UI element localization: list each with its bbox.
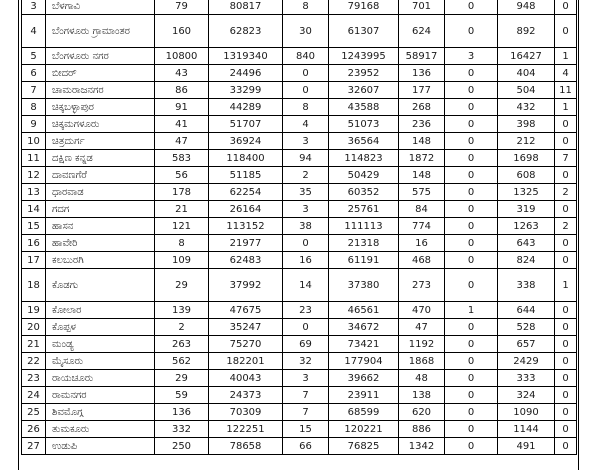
value-cell-8: 0	[555, 387, 577, 404]
value-cell-1: 86	[155, 82, 209, 99]
value-cell-8: 0	[555, 116, 577, 133]
value-cell-6: 0	[445, 421, 498, 438]
district-name-cell: ಚಿಕ್ಕಬಳ್ಳಾಪುರ	[46, 99, 155, 116]
value-cell-8: 0	[555, 438, 577, 455]
serial-number-cell: 25	[22, 404, 46, 421]
serial-number-cell: 21	[22, 336, 46, 353]
table-row	[22, 336, 577, 353]
serial-number-cell: 19	[22, 302, 46, 319]
value-cell-6: 0	[445, 387, 498, 404]
value-cell-6: 3	[445, 48, 498, 65]
table-row	[22, 235, 577, 252]
serial-number-cell: 23	[22, 370, 46, 387]
table-row	[22, 116, 577, 133]
value-cell-8: 0	[555, 404, 577, 421]
value-cell-8: 0	[555, 167, 577, 184]
serial-number-cell: 11	[22, 150, 46, 167]
value-cell-3: 94	[283, 150, 329, 167]
value-cell-7: 398	[498, 116, 555, 133]
value-cell-2: 62823	[209, 15, 283, 48]
district-name-cell: ಉಡುಪಿ	[46, 438, 155, 455]
value-cell-6: 0	[445, 150, 498, 167]
value-cell-8: 2	[555, 184, 577, 201]
value-cell-8: 11	[555, 82, 577, 99]
value-cell-7: 1090	[498, 404, 555, 421]
value-cell-1: 8	[155, 235, 209, 252]
value-cell-7: 338	[498, 269, 555, 302]
value-cell-6: 0	[445, 218, 498, 235]
value-cell-5: 1868	[399, 353, 445, 370]
value-cell-2: 40043	[209, 370, 283, 387]
table-row	[22, 404, 577, 421]
serial-number-cell: 15	[22, 218, 46, 235]
value-cell-5: 236	[399, 116, 445, 133]
value-cell-1: 59	[155, 387, 209, 404]
serial-number-cell: 6	[22, 65, 46, 82]
value-cell-4: 177904	[329, 353, 399, 370]
value-cell-5: 470	[399, 302, 445, 319]
value-cell-1: 21	[155, 201, 209, 218]
value-cell-4: 1243995	[329, 48, 399, 65]
value-cell-6: 0	[445, 82, 498, 99]
value-cell-7: 404	[498, 65, 555, 82]
value-cell-1: 263	[155, 336, 209, 353]
value-cell-2: 26164	[209, 201, 283, 218]
value-cell-8: 1	[555, 269, 577, 302]
value-cell-7: 644	[498, 302, 555, 319]
value-cell-3: 38	[283, 218, 329, 235]
value-cell-4: 46561	[329, 302, 399, 319]
district-name-cell: ಕೊಪ್ಪಳ	[46, 319, 155, 336]
value-cell-2: 78658	[209, 438, 283, 455]
value-cell-3: 0	[283, 235, 329, 252]
value-cell-4: 50429	[329, 167, 399, 184]
value-cell-3: 3	[283, 370, 329, 387]
value-cell-5: 48	[399, 370, 445, 387]
value-cell-5: 84	[399, 201, 445, 218]
district-name-cell: ಧಾರವಾಡ	[46, 184, 155, 201]
value-cell-8: 0	[555, 336, 577, 353]
value-cell-6: 0	[445, 235, 498, 252]
table-row	[22, 133, 577, 150]
value-cell-3: 2	[283, 167, 329, 184]
serial-number-cell: 20	[22, 319, 46, 336]
value-cell-3: 3	[283, 201, 329, 218]
table-row	[22, 65, 577, 82]
value-cell-3: 840	[283, 48, 329, 65]
table-row	[22, 0, 577, 15]
serial-number-cell: 3	[22, 0, 46, 15]
value-cell-2: 118400	[209, 150, 283, 167]
serial-number-cell: 18	[22, 269, 46, 302]
table-row	[22, 218, 577, 235]
value-cell-3: 0	[283, 82, 329, 99]
value-cell-2: 24496	[209, 65, 283, 82]
value-cell-3: 7	[283, 404, 329, 421]
value-cell-3: 14	[283, 269, 329, 302]
value-cell-1: 160	[155, 15, 209, 48]
district-name-cell: ಬೀದರ್	[46, 65, 155, 82]
value-cell-7: 212	[498, 133, 555, 150]
table-row	[22, 302, 577, 319]
value-cell-5: 701	[399, 0, 445, 15]
table-row	[22, 387, 577, 404]
value-cell-8: 0	[555, 15, 577, 48]
value-cell-3: 7	[283, 387, 329, 404]
district-name-cell: ದಕ್ಷಿಣ ಕನ್ನಡ	[46, 150, 155, 167]
value-cell-6: 0	[445, 252, 498, 269]
value-cell-4: 23952	[329, 65, 399, 82]
value-cell-8: 0	[555, 252, 577, 269]
value-cell-2: 51185	[209, 167, 283, 184]
value-cell-4: 36564	[329, 133, 399, 150]
value-cell-3: 32	[283, 353, 329, 370]
district-name-cell: ಮೈಸೂರು	[46, 353, 155, 370]
page-border-right	[578, 0, 579, 470]
table-row	[22, 201, 577, 218]
value-cell-2: 182201	[209, 353, 283, 370]
value-cell-6: 0	[445, 133, 498, 150]
serial-number-cell: 24	[22, 387, 46, 404]
serial-number-cell: 10	[22, 133, 46, 150]
value-cell-2: 36924	[209, 133, 283, 150]
value-cell-6: 0	[445, 0, 498, 15]
value-cell-5: 1872	[399, 150, 445, 167]
table-row	[22, 319, 577, 336]
value-cell-2: 70309	[209, 404, 283, 421]
value-cell-2: 1319340	[209, 48, 283, 65]
table-row	[22, 150, 577, 167]
value-cell-5: 1342	[399, 438, 445, 455]
value-cell-2: 51707	[209, 116, 283, 133]
value-cell-7: 608	[498, 167, 555, 184]
value-cell-3: 8	[283, 0, 329, 15]
serial-number-cell: 22	[22, 353, 46, 370]
value-cell-5: 58917	[399, 48, 445, 65]
value-cell-5: 273	[399, 269, 445, 302]
value-cell-5: 136	[399, 65, 445, 82]
value-cell-3: 15	[283, 421, 329, 438]
value-cell-3: 0	[283, 65, 329, 82]
value-cell-8: 4	[555, 65, 577, 82]
value-cell-7: 333	[498, 370, 555, 387]
serial-number-cell: 27	[22, 438, 46, 455]
value-cell-1: 91	[155, 99, 209, 116]
value-cell-8: 0	[555, 353, 577, 370]
value-cell-7: 1144	[498, 421, 555, 438]
table-row	[22, 82, 577, 99]
value-cell-1: 79	[155, 0, 209, 15]
value-cell-6: 0	[445, 15, 498, 48]
table-row	[22, 252, 577, 269]
value-cell-8: 0	[555, 370, 577, 387]
value-cell-2: 113152	[209, 218, 283, 235]
value-cell-7: 319	[498, 201, 555, 218]
value-cell-4: 21318	[329, 235, 399, 252]
value-cell-1: 139	[155, 302, 209, 319]
table-row	[22, 269, 577, 302]
value-cell-6: 0	[445, 353, 498, 370]
serial-number-cell: 5	[22, 48, 46, 65]
value-cell-4: 73421	[329, 336, 399, 353]
value-cell-8: 0	[555, 302, 577, 319]
value-cell-3: 16	[283, 252, 329, 269]
value-cell-3: 35	[283, 184, 329, 201]
table-row	[22, 99, 577, 116]
value-cell-8: 0	[555, 421, 577, 438]
value-cell-5: 620	[399, 404, 445, 421]
value-cell-4: 76825	[329, 438, 399, 455]
district-name-cell: ರಾಯಚೂರು	[46, 370, 155, 387]
value-cell-4: 51073	[329, 116, 399, 133]
value-cell-5: 268	[399, 99, 445, 116]
value-cell-4: 34672	[329, 319, 399, 336]
district-name-cell: ಕಲಬುರಗಿ	[46, 252, 155, 269]
value-cell-2: 35247	[209, 319, 283, 336]
value-cell-4: 79168	[329, 0, 399, 15]
value-cell-7: 892	[498, 15, 555, 48]
value-cell-8: 2	[555, 218, 577, 235]
value-cell-6: 1	[445, 302, 498, 319]
value-cell-5: 886	[399, 421, 445, 438]
district-name-cell: ಕೋಲಾರ	[46, 302, 155, 319]
table-row	[22, 48, 577, 65]
value-cell-7: 657	[498, 336, 555, 353]
value-cell-7: 491	[498, 438, 555, 455]
table-row	[22, 370, 577, 387]
value-cell-2: 33299	[209, 82, 283, 99]
value-cell-1: 250	[155, 438, 209, 455]
value-cell-1: 29	[155, 269, 209, 302]
value-cell-2: 62254	[209, 184, 283, 201]
value-cell-6: 0	[445, 319, 498, 336]
serial-number-cell: 14	[22, 201, 46, 218]
value-cell-4: 68599	[329, 404, 399, 421]
serial-number-cell: 16	[22, 235, 46, 252]
value-cell-4: 120221	[329, 421, 399, 438]
serial-number-cell: 26	[22, 421, 46, 438]
value-cell-8: 0	[555, 319, 577, 336]
value-cell-8: 0	[555, 201, 577, 218]
value-cell-8: 1	[555, 48, 577, 65]
district-name-cell: ಗದಗ	[46, 201, 155, 218]
value-cell-5: 624	[399, 15, 445, 48]
value-cell-6: 0	[445, 65, 498, 82]
value-cell-3: 0	[283, 319, 329, 336]
value-cell-4: 114823	[329, 150, 399, 167]
value-cell-6: 0	[445, 167, 498, 184]
table-row	[22, 184, 577, 201]
table-body	[22, 0, 577, 455]
value-cell-6: 0	[445, 404, 498, 421]
page-border-left	[18, 0, 19, 470]
value-cell-8: 0	[555, 0, 577, 15]
district-name-cell: ಹಾಸನ	[46, 218, 155, 235]
table-row	[22, 353, 577, 370]
district-name-cell: ತುಮಕೂರು	[46, 421, 155, 438]
value-cell-2: 21977	[209, 235, 283, 252]
value-cell-4: 23911	[329, 387, 399, 404]
value-cell-1: 56	[155, 167, 209, 184]
value-cell-1: 109	[155, 252, 209, 269]
value-cell-5: 16	[399, 235, 445, 252]
value-cell-2: 47675	[209, 302, 283, 319]
value-cell-8: 1	[555, 99, 577, 116]
value-cell-6: 0	[445, 269, 498, 302]
district-name-cell: ಹಾವೇರಿ	[46, 235, 155, 252]
value-cell-2: 44289	[209, 99, 283, 116]
value-cell-1: 562	[155, 353, 209, 370]
value-cell-8: 0	[555, 235, 577, 252]
value-cell-4: 43588	[329, 99, 399, 116]
value-cell-3: 8	[283, 99, 329, 116]
value-cell-4: 60352	[329, 184, 399, 201]
district-name-cell: ಬೆಂಗಳೂರು ನಗರ	[46, 48, 155, 65]
serial-number-cell: 13	[22, 184, 46, 201]
value-cell-7: 824	[498, 252, 555, 269]
value-cell-4: 37380	[329, 269, 399, 302]
district-name-cell: ಬೆಂಗಳೂರು ಗ್ರಾಮಾಂತರ	[46, 15, 155, 48]
value-cell-3: 4	[283, 116, 329, 133]
value-cell-7: 1698	[498, 150, 555, 167]
value-cell-7: 324	[498, 387, 555, 404]
district-name-cell: ಶಿವಮೊಗ್ಗ	[46, 404, 155, 421]
value-cell-7: 504	[498, 82, 555, 99]
value-cell-1: 29	[155, 370, 209, 387]
value-cell-1: 583	[155, 150, 209, 167]
value-cell-6: 0	[445, 201, 498, 218]
value-cell-1: 10800	[155, 48, 209, 65]
value-cell-2: 62483	[209, 252, 283, 269]
value-cell-3: 66	[283, 438, 329, 455]
value-cell-4: 39662	[329, 370, 399, 387]
value-cell-6: 0	[445, 184, 498, 201]
value-cell-7: 528	[498, 319, 555, 336]
serial-number-cell: 12	[22, 167, 46, 184]
district-name-cell: ರಾಮನಗರ	[46, 387, 155, 404]
table-row	[22, 421, 577, 438]
value-cell-7: 643	[498, 235, 555, 252]
serial-number-cell: 17	[22, 252, 46, 269]
table-row	[22, 167, 577, 184]
value-cell-6: 0	[445, 438, 498, 455]
table-row	[22, 15, 577, 48]
value-cell-2: 122251	[209, 421, 283, 438]
value-cell-2: 80817	[209, 0, 283, 15]
value-cell-5: 148	[399, 133, 445, 150]
district-name-cell: ಕೊಡಗು	[46, 269, 155, 302]
value-cell-1: 47	[155, 133, 209, 150]
value-cell-4: 25761	[329, 201, 399, 218]
value-cell-6: 0	[445, 99, 498, 116]
district-name-cell: ಚಾಮರಾಜನಗರ	[46, 82, 155, 99]
value-cell-5: 148	[399, 167, 445, 184]
value-cell-2: 24373	[209, 387, 283, 404]
value-cell-5: 774	[399, 218, 445, 235]
value-cell-7: 1325	[498, 184, 555, 201]
district-name-cell: ಚಿತ್ರದುರ್ಗ	[46, 133, 155, 150]
table-row	[22, 438, 577, 455]
value-cell-2: 37992	[209, 269, 283, 302]
value-cell-7: 2429	[498, 353, 555, 370]
value-cell-1: 178	[155, 184, 209, 201]
value-cell-3: 23	[283, 302, 329, 319]
value-cell-4: 111113	[329, 218, 399, 235]
value-cell-6: 0	[445, 116, 498, 133]
serial-number-cell: 4	[22, 15, 46, 48]
serial-number-cell: 8	[22, 99, 46, 116]
value-cell-3: 3	[283, 133, 329, 150]
value-cell-1: 121	[155, 218, 209, 235]
value-cell-6: 0	[445, 336, 498, 353]
value-cell-3: 30	[283, 15, 329, 48]
value-cell-8: 7	[555, 150, 577, 167]
value-cell-5: 177	[399, 82, 445, 99]
district-name-cell: ಮಂಡ್ಯ	[46, 336, 155, 353]
value-cell-7: 432	[498, 99, 555, 116]
value-cell-2: 75270	[209, 336, 283, 353]
value-cell-1: 136	[155, 404, 209, 421]
district-data-table	[21, 0, 577, 455]
value-cell-5: 138	[399, 387, 445, 404]
value-cell-1: 43	[155, 65, 209, 82]
value-cell-4: 32607	[329, 82, 399, 99]
value-cell-5: 1192	[399, 336, 445, 353]
value-cell-7: 948	[498, 0, 555, 15]
value-cell-1: 332	[155, 421, 209, 438]
district-name-cell: ದಾವಣಗೆರೆ	[46, 167, 155, 184]
value-cell-6: 0	[445, 370, 498, 387]
value-cell-1: 41	[155, 116, 209, 133]
district-name-cell: ಬೆಳಗಾವಿ	[46, 0, 155, 15]
serial-number-cell: 9	[22, 116, 46, 133]
district-name-cell: ಚಿಕ್ಕಮಗಳೂರು	[46, 116, 155, 133]
serial-number-cell: 7	[22, 82, 46, 99]
value-cell-5: 468	[399, 252, 445, 269]
value-cell-4: 61307	[329, 15, 399, 48]
value-cell-4: 61191	[329, 252, 399, 269]
value-cell-1: 2	[155, 319, 209, 336]
value-cell-5: 575	[399, 184, 445, 201]
value-cell-7: 16427	[498, 48, 555, 65]
value-cell-5: 47	[399, 319, 445, 336]
value-cell-7: 1263	[498, 218, 555, 235]
value-cell-8: 0	[555, 133, 577, 150]
value-cell-3: 69	[283, 336, 329, 353]
